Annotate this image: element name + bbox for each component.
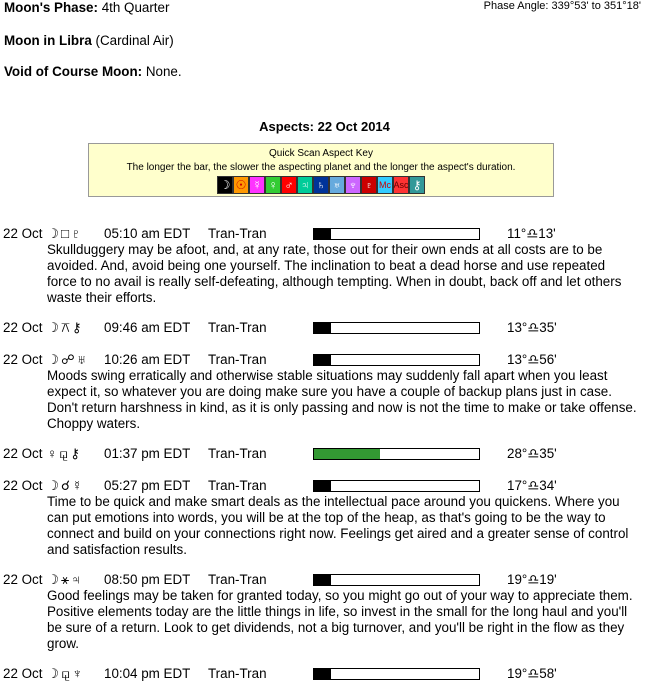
duration-bar-fill xyxy=(314,229,331,239)
aspect-row xyxy=(0,352,649,368)
aspect-degree: 28°♎35' xyxy=(507,446,557,461)
aspect-date: 22 Oct xyxy=(3,320,43,335)
phase-angle: Phase Angle: 339°53' to 351°18' xyxy=(483,0,641,12)
pluto-key-icon: ♇ xyxy=(361,176,377,194)
aspect-row xyxy=(0,446,649,462)
moon-sign-value: (Cardinal Air) xyxy=(95,33,174,48)
aspect-degree: 13°♎35' xyxy=(507,320,557,335)
aspect-type: Tran-Tran xyxy=(208,226,267,241)
aspect-time: 10:04 pm EDT xyxy=(104,666,191,681)
ascendant-key-icon: Asc xyxy=(393,176,409,194)
sun-key-icon: ☉ xyxy=(233,176,249,194)
aspect-glyphs: ☽⚻⚷ xyxy=(47,320,84,335)
aspect-degree: 11°♎13' xyxy=(507,226,556,241)
duration-bar xyxy=(313,448,480,460)
aspect-row xyxy=(0,572,649,588)
aspect-glyphs: ♀⚼⚷ xyxy=(47,446,83,461)
moon-phase-label: Moon's Phase: xyxy=(4,0,98,15)
aspect-row xyxy=(0,226,649,242)
moon-sign-label: Moon in Libra xyxy=(4,33,92,48)
aspect-key-strip xyxy=(89,176,553,194)
aspect-row xyxy=(0,666,649,682)
moon-key-icon: ☽ xyxy=(217,176,233,194)
aspect-glyphs: ☽□♇ xyxy=(47,226,84,241)
mercury-key-icon: ☿ xyxy=(249,176,265,194)
duration-bar-fill xyxy=(314,481,331,491)
aspect-glyphs: ☽☌☿ xyxy=(47,478,85,493)
aspect-time: 08:50 pm EDT xyxy=(104,572,191,587)
aspect-date: 22 Oct xyxy=(3,478,43,493)
aspect-description: Time to be quick and make smart deals as the intellectual pace around you quickens. Where you can put emotions into words, you will be at the top of the heap, as that's going to be the way to connect and build on your connections right now. Feelings get aired and a greater sense of control and satisfaction results. xyxy=(47,494,629,557)
aspect-type: Tran-Tran xyxy=(208,666,267,681)
aspect-degree: 19°♎58' xyxy=(507,666,557,681)
aspect-entry xyxy=(0,572,649,652)
aspect-row xyxy=(0,320,649,336)
void-of-course-value: None. xyxy=(145,64,182,79)
aspect-type: Tran-Tran xyxy=(208,572,267,587)
aspect-type: Tran-Tran xyxy=(208,446,267,461)
aspect-glyphs: ☽⚹♃ xyxy=(47,572,84,587)
moon-sign-line xyxy=(4,33,174,48)
aspect-time: 01:37 pm EDT xyxy=(104,446,191,461)
mars-key-icon: ♂ xyxy=(281,176,297,194)
void-of-course-line xyxy=(4,64,182,79)
aspect-glyphs: ☽☍♅ xyxy=(47,352,89,367)
aspect-entry xyxy=(0,226,649,306)
aspect-description: Good feelings may be taken for granted today, so you might go out of your way to appreciate them. Positive elements today are the little things in life, so invest in the small for the long haul and you'll be sure of a return. Look to get dividends, not a big turnover, and you'll be right in the flow as they grow. xyxy=(47,588,633,651)
aspect-date: 22 Oct xyxy=(3,666,43,681)
void-of-course-label: Void of Course Moon: xyxy=(4,64,143,79)
duration-bar xyxy=(313,668,480,680)
aspect-date: 22 Oct xyxy=(3,226,43,241)
aspect-date: 22 Oct xyxy=(3,352,43,367)
aspect-entry xyxy=(0,666,649,682)
aspect-date: 22 Oct xyxy=(3,572,43,587)
aspect-glyphs: ☽⚼♆ xyxy=(47,666,85,681)
aspect-type: Tran-Tran xyxy=(208,320,267,335)
jupiter-key-icon: ♃ xyxy=(297,176,313,194)
aspect-time: 10:26 am EDT xyxy=(104,352,191,367)
neptune-key-icon: ♆ xyxy=(345,176,361,194)
aspect-key-title: Quick Scan Aspect Key xyxy=(269,148,373,159)
duration-bar xyxy=(313,354,480,366)
aspect-time: 05:27 pm EDT xyxy=(104,478,191,493)
midheaven-key-icon: Mc xyxy=(377,176,393,194)
aspect-row xyxy=(0,478,649,494)
duration-bar-fill xyxy=(314,323,331,333)
aspect-degree: 17°♎34' xyxy=(507,478,557,493)
aspect-type: Tran-Tran xyxy=(208,478,267,493)
duration-bar-fill xyxy=(314,355,331,365)
uranus-key-icon: ♅ xyxy=(329,176,345,194)
aspect-description: Skullduggery may be afoot, and, at any rate, those out for their own ends at all costs are to be avoided. And, avoid being one yourself. The inclination to beat a dead horse and use repeated force to no avail is really self-defeating, although tempting. When in doubt, back off and let others waste their efforts. xyxy=(47,242,622,305)
duration-bar xyxy=(313,574,480,586)
aspect-entry xyxy=(0,478,649,558)
aspect-entry xyxy=(0,320,649,336)
aspect-key-box xyxy=(88,143,554,197)
duration-bar-fill xyxy=(314,575,331,585)
aspect-time: 09:46 am EDT xyxy=(104,320,191,335)
duration-bar xyxy=(313,322,480,334)
venus-key-icon: ♀ xyxy=(265,176,281,194)
aspect-description: Moods swing erratically and otherwise stable situations may suddenly fall apart when you least expect it, so whatever you are doing make sure you have a couple of backup plans just in case. Don't return harshness in kind, as it is only passing and now is not the time to make or take offense. Choppy waters. xyxy=(47,368,637,431)
saturn-key-icon: ♄ xyxy=(313,176,329,194)
duration-bar xyxy=(313,480,480,492)
aspect-date: 22 Oct xyxy=(3,446,43,461)
aspect-time: 05:10 am EDT xyxy=(104,226,191,241)
aspect-type: Tran-Tran xyxy=(208,352,267,367)
moon-phase-line xyxy=(4,0,169,15)
moon-phase-value: 4th Quarter xyxy=(101,0,170,15)
duration-bar xyxy=(313,228,480,240)
aspect-degree: 19°♎19' xyxy=(507,572,557,587)
duration-bar-fill xyxy=(314,449,380,459)
aspect-entry xyxy=(0,446,649,462)
aspect-key-description: The longer the bar, the slower the aspecting planet and the longer the aspect's duration. xyxy=(126,162,516,173)
chiron-key-icon: ⚷ xyxy=(409,176,425,194)
aspects-heading: Aspects: 22 Oct 2014 xyxy=(259,119,390,134)
duration-bar-fill xyxy=(314,669,331,679)
aspect-entry xyxy=(0,352,649,432)
aspect-degree: 13°♎56' xyxy=(507,352,557,367)
